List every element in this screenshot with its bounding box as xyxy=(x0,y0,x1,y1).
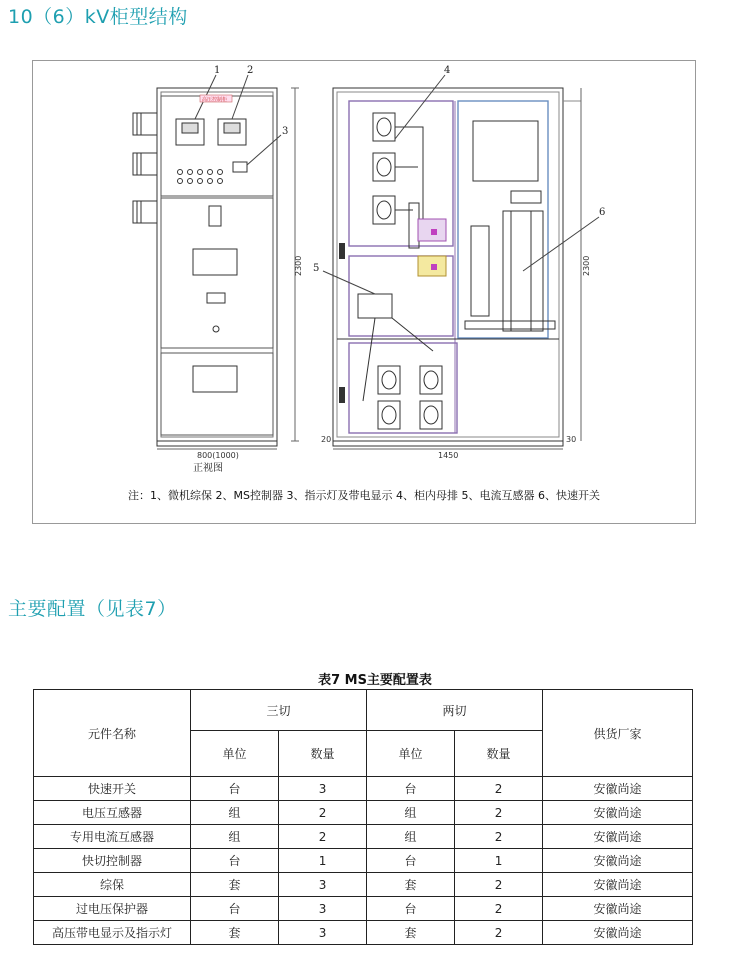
cell-qty-a: 2 xyxy=(279,801,367,825)
cell-name: 电压互感器 xyxy=(34,801,191,825)
dim-base-right: 30 xyxy=(566,435,577,444)
cell-supplier: 安徽尚途 xyxy=(543,897,693,921)
cell-qty-a: 1 xyxy=(279,849,367,873)
cell-unit-b: 台 xyxy=(367,849,455,873)
table-title: 表7 MS主要配置表 xyxy=(318,673,432,688)
front-cabinet-outline xyxy=(157,88,277,441)
callout-4: 4 xyxy=(444,65,451,76)
section-title-config: 主要配置（见表7） xyxy=(8,598,177,620)
callout-5: 5 xyxy=(313,263,320,274)
table-row xyxy=(34,825,693,849)
dim-width-front: 800(1000) xyxy=(197,451,239,460)
cell-unit-b: 台 xyxy=(367,897,455,921)
cell-supplier: 安徽尚途 xyxy=(543,825,693,849)
cell-unit-b: 套 xyxy=(367,873,455,897)
callout-3: 3 xyxy=(282,126,289,137)
cell-qty-b: 2 xyxy=(455,897,543,921)
header-unit-a: 单位 xyxy=(191,731,279,777)
cell-unit-b: 组 xyxy=(367,801,455,825)
cell-supplier: 安徽尚途 xyxy=(543,777,693,801)
cell-qty-a: 3 xyxy=(279,897,367,921)
cell-unit-a: 套 xyxy=(191,921,279,945)
cabinet-diagram xyxy=(33,61,695,523)
cell-unit-b: 套 xyxy=(367,921,455,945)
cell-qty-b: 2 xyxy=(455,825,543,849)
cell-qty-a: 3 xyxy=(279,777,367,801)
section-title-structure: 10（6）kV柜型结构 xyxy=(8,6,188,28)
view-caption: 正视图 xyxy=(193,463,223,474)
header-qty-b: 数量 xyxy=(455,731,543,777)
cell-unit-a: 台 xyxy=(191,777,279,801)
cell-unit-b: 组 xyxy=(367,825,455,849)
dim-height-front: 2300 xyxy=(294,255,303,276)
cell-qty-b: 1 xyxy=(455,849,543,873)
table-row xyxy=(34,801,693,825)
cell-unit-a: 台 xyxy=(191,897,279,921)
cell-qty-b: 2 xyxy=(455,777,543,801)
side-cabinet-outline xyxy=(333,88,563,441)
dim-width-side: 1450 xyxy=(438,451,459,460)
cell-name: 专用电流互感器 xyxy=(34,825,191,849)
indicator-unit xyxy=(233,162,247,172)
drawing-notes: 注：1、微机综保 2、MS控制器 3、指示灯及带电显示 4、柜内母排 5、电流互感器 6、快速开关 xyxy=(128,489,600,502)
header-qty-a: 数量 xyxy=(279,731,367,777)
cell-qty-a: 3 xyxy=(279,873,367,897)
cell-qty-b: 2 xyxy=(455,921,543,945)
callout-6: 6 xyxy=(599,207,606,218)
config-table xyxy=(33,689,693,945)
cell-unit-a: 台 xyxy=(191,849,279,873)
callout-1: 1 xyxy=(214,65,221,76)
table-row xyxy=(34,849,693,873)
current-transformer xyxy=(358,294,392,318)
cell-name: 高压带电显示及指示灯 xyxy=(34,921,191,945)
header-group-a: 三切 xyxy=(191,690,367,731)
cell-supplier: 安徽尚途 xyxy=(543,921,693,945)
header-supplier: 供货厂家 xyxy=(543,690,693,777)
header-group-b: 两切 xyxy=(367,690,543,731)
cell-qty-a: 2 xyxy=(279,825,367,849)
dim-height-side: 2300 xyxy=(582,255,591,276)
cell-unit-a: 套 xyxy=(191,873,279,897)
table-row xyxy=(34,777,693,801)
cell-qty-b: 2 xyxy=(455,873,543,897)
table-row xyxy=(34,873,693,897)
panel-label: 高压控制柜 xyxy=(202,97,228,103)
header-name: 元件名称 xyxy=(34,690,191,777)
cell-name: 快速开关 xyxy=(34,777,191,801)
cell-qty-a: 3 xyxy=(279,921,367,945)
cell-name: 综保 xyxy=(34,873,191,897)
table-row xyxy=(34,897,693,921)
table-row xyxy=(34,921,693,945)
cell-unit-a: 组 xyxy=(191,825,279,849)
callout-2: 2 xyxy=(247,65,254,76)
cell-supplier: 安徽尚途 xyxy=(543,873,693,897)
cell-name: 过电压保护器 xyxy=(34,897,191,921)
header-unit-b: 单位 xyxy=(367,731,455,777)
cell-unit-b: 台 xyxy=(367,777,455,801)
cell-supplier: 安徽尚途 xyxy=(543,801,693,825)
cell-qty-b: 2 xyxy=(455,801,543,825)
dim-base-left: 20 xyxy=(321,435,332,444)
cell-supplier: 安徽尚途 xyxy=(543,849,693,873)
cell-name: 快切控制器 xyxy=(34,849,191,873)
cabinet-drawing xyxy=(32,60,696,524)
cell-unit-a: 组 xyxy=(191,801,279,825)
